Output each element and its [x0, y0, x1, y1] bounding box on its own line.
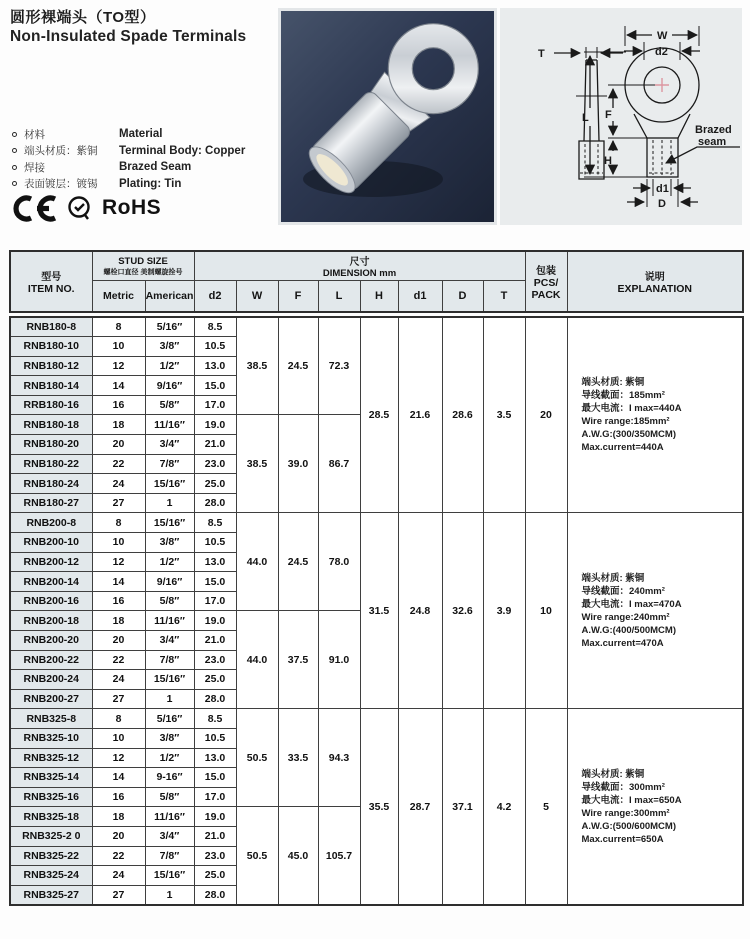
- brazed-seam-label: Brazed: [695, 124, 732, 136]
- d2-cell: 23.0: [194, 650, 236, 670]
- col-header-item-zh: 型号: [41, 271, 62, 283]
- metric-cell: 16: [92, 591, 145, 611]
- d2-cell: 25.0: [194, 670, 236, 690]
- american-cell: 11/16″: [145, 807, 194, 827]
- col-header-h: H: [360, 281, 398, 312]
- product-photo: [278, 8, 497, 225]
- item-no-cell: RNB200-8: [10, 513, 92, 533]
- american-cell: 1/2″: [145, 748, 194, 768]
- item-no-cell: RNB325-8: [10, 709, 92, 729]
- american-cell: 1: [145, 885, 194, 905]
- dimension-diagram: [500, 8, 742, 225]
- l-cell: 86.7: [318, 415, 360, 513]
- f-cell: 45.0: [278, 807, 318, 905]
- item-no-cell: RNB180-20: [10, 435, 92, 455]
- metric-cell: 12: [92, 552, 145, 572]
- item-no-cell: RNB325-12: [10, 748, 92, 768]
- explanation-cell: 端头材质: 紫铜 导线截面：240mm² 最大电流：I max=470A Wire range:240mm² A.W.G:(400/500MCM) Max.current=470A: [567, 513, 743, 709]
- w-cell: 50.5: [236, 709, 278, 807]
- dim-label-h: H: [604, 155, 612, 167]
- d2-cell: 28.0: [194, 885, 236, 905]
- d2-cell: 10.5: [194, 337, 236, 357]
- d2-cell: 23.0: [194, 846, 236, 866]
- f-cell: 37.5: [278, 611, 318, 709]
- item-no-cell: RNB200-18: [10, 611, 92, 631]
- d2-cell: 13.0: [194, 552, 236, 572]
- dim-label-f: F: [605, 109, 612, 121]
- item-no-cell: RNB200-24: [10, 670, 92, 690]
- col-header-f: F: [278, 281, 318, 312]
- l-cell: 94.3: [318, 709, 360, 807]
- d2-cell: 8.5: [194, 317, 236, 337]
- item-no-cell: RRB180-16: [10, 395, 92, 415]
- ring-terminal-image: [281, 11, 494, 222]
- item-no-cell: RNB180-8: [10, 317, 92, 337]
- d-cell: 28.6: [442, 317, 483, 513]
- col-header-american: American: [145, 281, 194, 312]
- metric-cell: 27: [92, 689, 145, 709]
- american-cell: 15/16″: [145, 474, 194, 494]
- h-cell: 31.5: [360, 513, 398, 709]
- col-header-expl-zh: 说明: [644, 271, 665, 283]
- col-header-item-no: [10, 251, 92, 312]
- american-cell: 1/2″: [145, 356, 194, 376]
- american-cell: 5/8″: [145, 591, 194, 611]
- american-cell: 3/4″: [145, 826, 194, 846]
- d2-cell: 13.0: [194, 748, 236, 768]
- product-title-zh: 圆形裸端头（TO型）: [10, 9, 156, 26]
- american-cell: 15/16″: [145, 670, 194, 690]
- metric-cell: 16: [92, 787, 145, 807]
- table-row: [10, 513, 743, 533]
- ce-mark-icon: [10, 195, 58, 222]
- d2-cell: 21.0: [194, 826, 236, 846]
- metric-cell: 24: [92, 474, 145, 494]
- dim-label-w: W: [657, 30, 668, 42]
- american-cell: 1/2″: [145, 552, 194, 572]
- metric-cell: 8: [92, 513, 145, 533]
- metric-cell: 22: [92, 454, 145, 474]
- d2-cell: 15.0: [194, 768, 236, 788]
- material-label-en: Terminal Body: Copper: [119, 144, 246, 157]
- col-header-metric: Metric: [92, 281, 145, 312]
- item-no-cell: RNB325-14: [10, 768, 92, 788]
- metric-cell: 14: [92, 376, 145, 396]
- col-header-pack-zh: 包装: [536, 265, 557, 277]
- dim-label-t: T: [538, 48, 545, 60]
- material-label-en: Plating: Tin: [119, 177, 182, 190]
- d2-cell: 19.0: [194, 807, 236, 827]
- f-cell: 39.0: [278, 415, 318, 513]
- material-label-zh: 表面镀层：镀锡: [24, 178, 98, 191]
- col-header-d2: d2: [194, 281, 236, 312]
- d2-cell: 28.0: [194, 493, 236, 513]
- d2-cell: 17.0: [194, 591, 236, 611]
- material-label-en: Material: [119, 128, 163, 141]
- item-no-cell: RNB180-24: [10, 474, 92, 494]
- d2-cell: 13.0: [194, 356, 236, 376]
- material-label-en: Brazed Seam: [119, 161, 192, 174]
- material-row: [12, 143, 274, 160]
- american-cell: 15/16″: [145, 866, 194, 886]
- col-header-w: W: [236, 281, 278, 312]
- col-header-pack-en1: PCS/: [533, 276, 559, 289]
- american-cell: 15/16″: [145, 513, 194, 533]
- metric-cell: 18: [92, 611, 145, 631]
- title-block: [10, 6, 272, 46]
- d1-cell: 21.6: [398, 317, 442, 513]
- f-cell: 33.5: [278, 709, 318, 807]
- item-no-cell: RNB180-27: [10, 493, 92, 513]
- d2-cell: 19.0: [194, 611, 236, 631]
- american-cell: 11/16″: [145, 415, 194, 435]
- item-no-cell: RNB200-14: [10, 572, 92, 592]
- table-row: [10, 317, 743, 337]
- item-no-cell: RNB200-12: [10, 552, 92, 572]
- metric-cell: 18: [92, 807, 145, 827]
- explanation-cell: 端头材质: 紫铜 导线截面：300mm² 最大电流：I max=650A Wire range:300mm² A.W.G:(500/600MCM) Max.current=650A: [567, 709, 743, 905]
- table-row: [10, 709, 743, 729]
- rohs-label: RoHS: [102, 196, 162, 219]
- item-no-cell: RNB200-10: [10, 533, 92, 553]
- w-cell: 50.5: [236, 807, 278, 905]
- metric-cell: 22: [92, 650, 145, 670]
- item-no-cell: RNB325-16: [10, 787, 92, 807]
- d2-cell: 8.5: [194, 709, 236, 729]
- pack-cell: 5: [525, 709, 567, 905]
- h-cell: 35.5: [360, 709, 398, 905]
- l-cell: 105.7: [318, 807, 360, 905]
- bullet-icon: [12, 165, 17, 170]
- explanation-cell: 端头材质: 紫铜 导线截面：185mm² 最大电流：I max=440A Wire range:185mm² A.W.G:(300/350MCM) Max.current=440A: [567, 317, 743, 513]
- t-cell: 4.2: [483, 709, 525, 905]
- item-no-cell: RNB180-10: [10, 337, 92, 357]
- metric-cell: 27: [92, 885, 145, 905]
- american-cell: 9/16″: [145, 572, 194, 592]
- american-cell: 5/8″: [145, 395, 194, 415]
- t-cell: 3.9: [483, 513, 525, 709]
- metric-cell: 12: [92, 356, 145, 376]
- item-no-cell: RNB325-10: [10, 728, 92, 748]
- dim-label-d1: d1: [656, 183, 669, 195]
- item-no-cell: RNB200-20: [10, 631, 92, 651]
- material-label-zh: 端头材质：紫铜: [24, 145, 98, 158]
- material-label-zh: 焊接: [24, 161, 45, 174]
- item-no-cell: RNB180-18: [10, 415, 92, 435]
- material-row: [12, 159, 274, 176]
- american-cell: 3/4″: [145, 435, 194, 455]
- col-header-t: T: [483, 281, 525, 312]
- metric-cell: 20: [92, 435, 145, 455]
- d2-cell: 23.0: [194, 454, 236, 474]
- american-cell: 3/8″: [145, 533, 194, 553]
- item-no-cell: RNB325-27: [10, 885, 92, 905]
- metric-cell: 10: [92, 728, 145, 748]
- d2-cell: 19.0: [194, 415, 236, 435]
- item-no-cell: RNB180-14: [10, 376, 92, 396]
- col-header-pack-en2: PACK: [531, 288, 561, 301]
- w-cell: 38.5: [236, 317, 278, 415]
- bullet-icon: [12, 181, 17, 186]
- product-title-en: Non-Insulated Spade Terminals: [10, 28, 247, 45]
- item-no-cell: RNB325-24: [10, 866, 92, 886]
- metric-cell: 14: [92, 768, 145, 788]
- l-cell: 72.3: [318, 317, 360, 415]
- d2-cell: 25.0: [194, 474, 236, 494]
- d-cell: 37.1: [442, 709, 483, 905]
- metric-cell: 14: [92, 572, 145, 592]
- d2-cell: 15.0: [194, 572, 236, 592]
- material-label-zh: 材料: [24, 128, 45, 141]
- american-cell: 5/8″: [145, 787, 194, 807]
- d2-cell: 25.0: [194, 866, 236, 886]
- d2-cell: 10.5: [194, 728, 236, 748]
- material-row: [12, 126, 274, 143]
- american-cell: 9/16″: [145, 376, 194, 396]
- item-no-cell: RNB325-22: [10, 846, 92, 866]
- american-cell: 1: [145, 689, 194, 709]
- spec-table-header: [9, 250, 744, 313]
- col-header-stud-size-zh: 螺栓口直径 美制螺旋拴号: [103, 268, 183, 276]
- metric-cell: 22: [92, 846, 145, 866]
- metric-cell: 24: [92, 866, 145, 886]
- american-cell: 7/8″: [145, 846, 194, 866]
- metric-cell: 12: [92, 748, 145, 768]
- d2-cell: 21.0: [194, 631, 236, 651]
- american-cell: 11/16″: [145, 611, 194, 631]
- d2-cell: 8.5: [194, 513, 236, 533]
- col-header-d: D: [442, 281, 483, 312]
- bullet-icon: [12, 132, 17, 137]
- dim-label-l: L: [582, 112, 589, 124]
- american-cell: 7/8″: [145, 650, 194, 670]
- col-header-dim-zh: 尺寸: [349, 257, 370, 268]
- american-cell: 7/8″: [145, 454, 194, 474]
- col-header-l: L: [318, 281, 360, 312]
- certification-marks: [10, 193, 161, 223]
- l-cell: 91.0: [318, 611, 360, 709]
- col-header-stud-size-en: STUD SIZE: [118, 255, 168, 267]
- item-no-cell: RNB200-16: [10, 591, 92, 611]
- american-cell: 9-16″: [145, 768, 194, 788]
- american-cell: 5/16″: [145, 709, 194, 729]
- col-header-explanation: [567, 251, 743, 312]
- materials-list: [12, 126, 274, 192]
- american-cell: 3/8″: [145, 337, 194, 357]
- d-cell: 32.6: [442, 513, 483, 709]
- d2-cell: 21.0: [194, 435, 236, 455]
- w-cell: 44.0: [236, 611, 278, 709]
- metric-cell: 18: [92, 415, 145, 435]
- h-cell: 28.5: [360, 317, 398, 513]
- metric-cell: 8: [92, 317, 145, 337]
- f-cell: 24.5: [278, 317, 318, 415]
- item-no-cell: RNB325-2 0: [10, 826, 92, 846]
- col-header-dim-en: DIMENSION mm: [322, 268, 397, 279]
- metric-cell: 10: [92, 337, 145, 357]
- col-header-item-en: ITEM NO.: [27, 282, 75, 295]
- metric-cell: 24: [92, 670, 145, 690]
- w-cell: 38.5: [236, 415, 278, 513]
- dim-label-d: D: [658, 198, 666, 210]
- item-no-cell: RNB325-18: [10, 807, 92, 827]
- american-cell: 3/8″: [145, 728, 194, 748]
- item-no-cell: RNB200-22: [10, 650, 92, 670]
- pack-cell: 10: [525, 513, 567, 709]
- metric-cell: 27: [92, 493, 145, 513]
- d2-cell: 28.0: [194, 689, 236, 709]
- f-cell: 24.5: [278, 513, 318, 611]
- american-cell: 5/16″: [145, 317, 194, 337]
- t-cell: 3.5: [483, 317, 525, 513]
- col-header-expl-en: EXPLANATION: [617, 282, 692, 295]
- d2-cell: 17.0: [194, 395, 236, 415]
- item-no-cell: RNB180-22: [10, 454, 92, 474]
- dim-label-d2: d2: [655, 46, 668, 58]
- w-cell: 44.0: [236, 513, 278, 611]
- l-cell: 78.0: [318, 513, 360, 611]
- col-header-stud-size: [92, 251, 194, 281]
- item-no-cell: RNB180-12: [10, 356, 92, 376]
- american-cell: 1: [145, 493, 194, 513]
- dimension-diagram-svg: [500, 8, 742, 225]
- spec-table: [9, 316, 744, 906]
- american-cell: 3/4″: [145, 631, 194, 651]
- brazed-seam-label: seam: [698, 136, 727, 148]
- col-header-pack: [525, 251, 567, 312]
- metric-cell: 16: [92, 395, 145, 415]
- metric-cell: 8: [92, 709, 145, 729]
- d1-cell: 24.8: [398, 513, 442, 709]
- metric-cell: 10: [92, 533, 145, 553]
- metric-cell: 20: [92, 826, 145, 846]
- item-no-cell: RNB200-27: [10, 689, 92, 709]
- d2-cell: 15.0: [194, 376, 236, 396]
- bullet-icon: [12, 148, 17, 153]
- d1-cell: 28.7: [398, 709, 442, 905]
- metric-cell: 20: [92, 631, 145, 651]
- pack-cell: 20: [525, 317, 567, 513]
- col-header-d1: d1: [398, 281, 442, 312]
- d2-cell: 17.0: [194, 787, 236, 807]
- col-header-dimension: [194, 251, 525, 281]
- quality-cert-icon: [67, 195, 93, 222]
- d2-cell: 10.5: [194, 533, 236, 553]
- material-row: [12, 176, 274, 193]
